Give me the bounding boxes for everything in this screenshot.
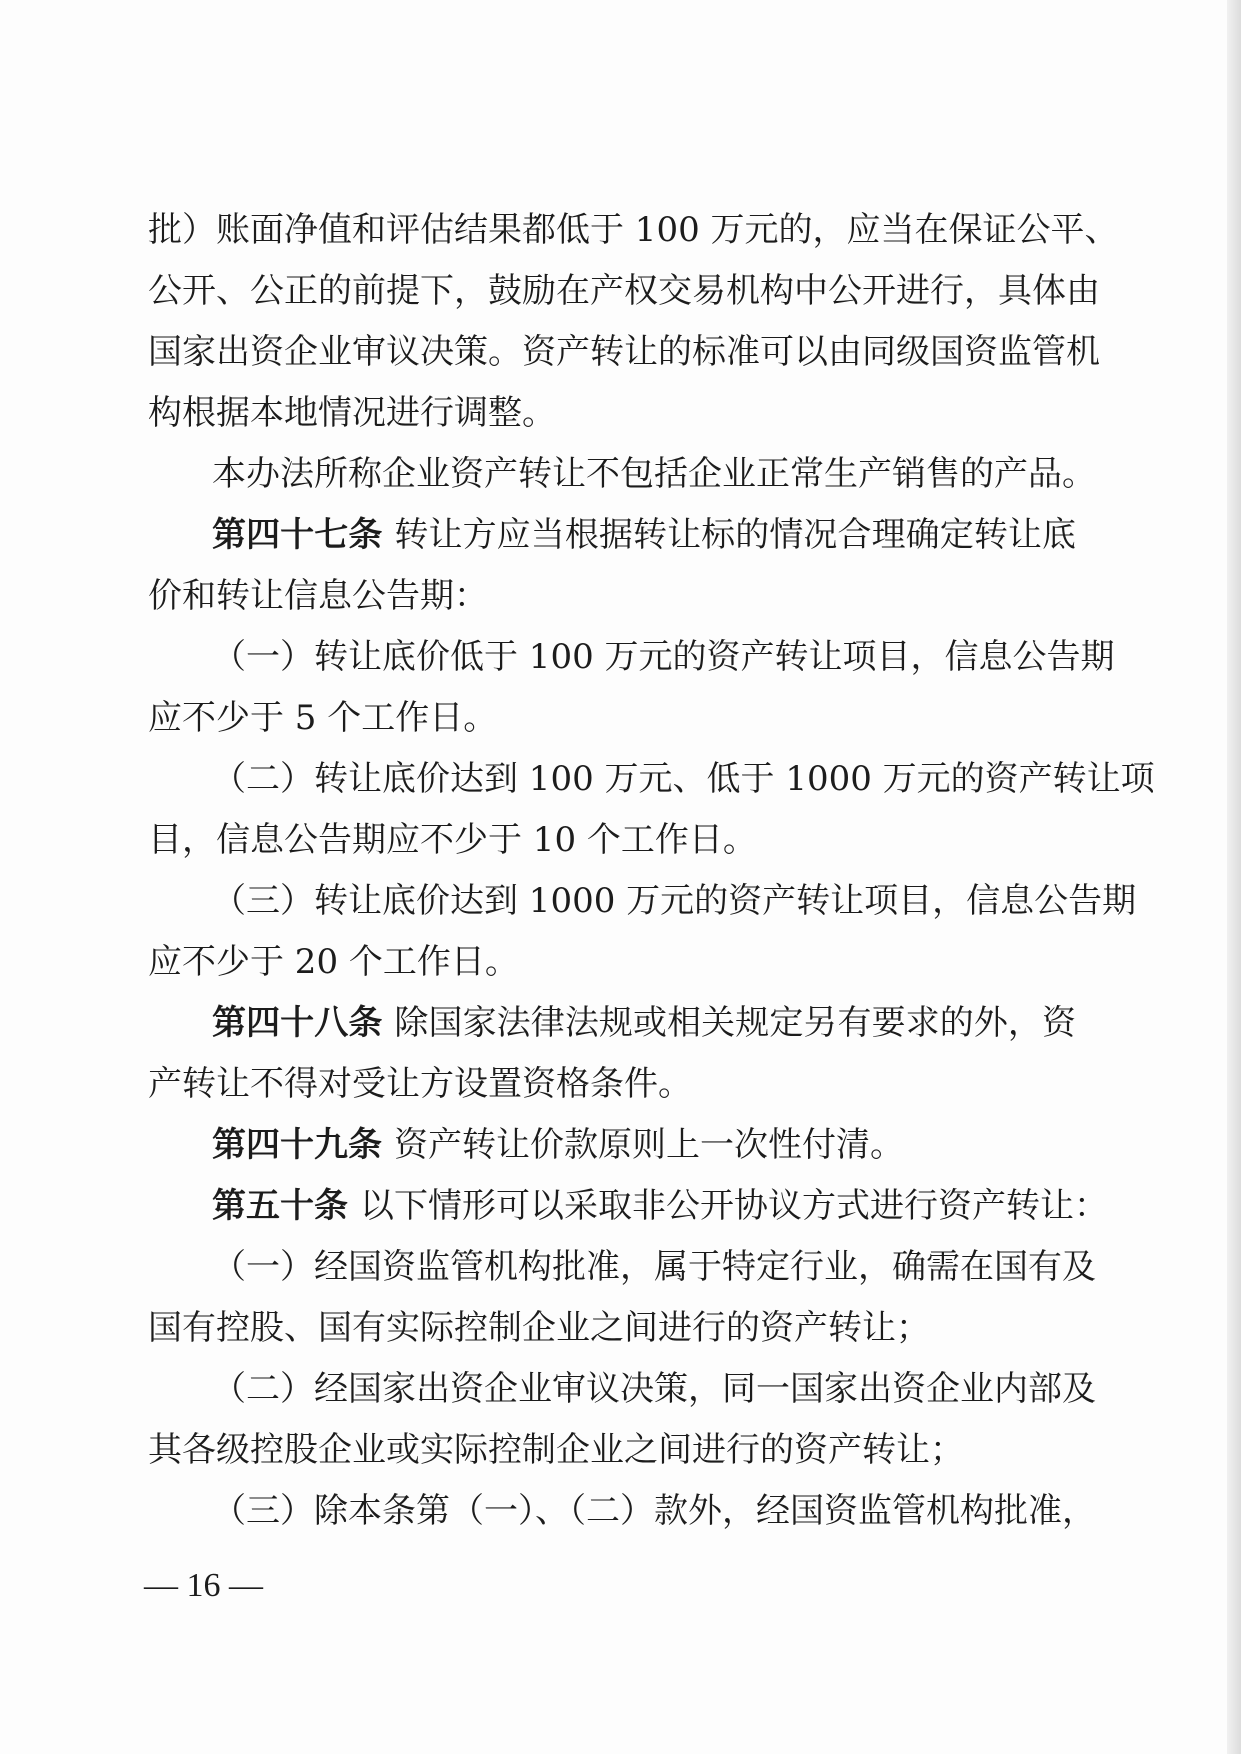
article-heading: 第四十九条	[212, 1125, 382, 1165]
line-text: （一）经国资监管机构批准，属于特定行业，确需在国有及	[212, 1247, 1096, 1287]
line-text: 构根据本地情况进行调整。	[148, 393, 556, 433]
text-line	[148, 1420, 1076, 1481]
text-line	[148, 1237, 1096, 1298]
line-text: 目，信息公告期应不少于 10 个工作日。	[148, 820, 757, 860]
text-line	[148, 749, 1155, 810]
text-line	[148, 383, 1076, 444]
text-line	[148, 1054, 1076, 1115]
line-text: 以下情形可以采取非公开协议方式进行资产转让：	[360, 1186, 1108, 1226]
article-49-line	[148, 1115, 1076, 1176]
line-text: 国有控股、国有实际控制企业之间进行的资产转让；	[148, 1308, 930, 1348]
line-text: 其各级控股企业或实际控制企业之间进行的资产转让；	[148, 1430, 964, 1470]
text-line	[148, 932, 1076, 993]
line-text: （一）转让底价低于 100 万元的资产转让项目，信息公告期	[212, 637, 1115, 677]
article-heading: 第五十条	[212, 1186, 348, 1226]
page-number: — 16 —	[144, 1567, 263, 1604]
line-text: 应不少于 5 个工作日。	[148, 698, 498, 738]
text-line	[148, 566, 1076, 627]
text-line	[148, 261, 1100, 322]
line-text: （二）经国家出资企业审议决策，同一国家出资企业内部及	[212, 1369, 1096, 1409]
line-text: 本办法所称企业资产转让不包括企业正常生产销售的产品。	[212, 454, 1096, 494]
line-text: 转让方应当根据转让标的情况合理确定转让底	[394, 515, 1077, 555]
article-47-line	[148, 505, 1076, 566]
article-heading: 第四十八条	[212, 1003, 383, 1043]
article-48-line	[148, 993, 1076, 1054]
line-text: 产转让不得对受让方设置资格条件。	[148, 1064, 692, 1104]
text-line	[148, 1298, 1076, 1359]
line-text: 价和转让信息公告期：	[148, 576, 488, 616]
line-text: 公开、公正的前提下，鼓励在产权交易机构中公开进行，具体由	[148, 271, 1100, 311]
text-line	[148, 322, 1100, 383]
line-text: （三）转让底价达到 1000 万元的资产转让项目，信息公告期	[212, 881, 1137, 921]
text-line	[148, 200, 1119, 261]
line-text: 批）账面净值和评估结果都低于 100 万元的，应当在保证公平、	[148, 210, 1119, 250]
line-text: 除国家法律法规或相关规定另有要求的外，资	[394, 1003, 1077, 1043]
line-text: （三）除本条第（一）、（二）款外，经国资监管机构批准，	[212, 1491, 1096, 1531]
text-line	[148, 1359, 1096, 1420]
text-line	[148, 627, 1115, 688]
body-text	[148, 200, 1155, 1542]
text-line	[148, 810, 1076, 871]
line-text: 资产转让价款原则上一次性付清。	[394, 1125, 904, 1165]
text-line	[148, 1481, 1096, 1542]
text-line	[148, 871, 1137, 932]
scan-edge-shadow	[1227, 0, 1241, 1754]
line-text: 国家出资企业审议决策。资产转让的标准可以由同级国资监管机	[148, 332, 1100, 372]
text-line	[148, 688, 1076, 749]
line-text: 应不少于 20 个工作日。	[148, 942, 519, 982]
line-text: （二）转让底价达到 100 万元、低于 1000 万元的资产转让项	[212, 759, 1155, 799]
article-50-line	[148, 1176, 1108, 1237]
text-line	[148, 444, 1096, 505]
article-heading: 第四十七条	[212, 515, 383, 555]
